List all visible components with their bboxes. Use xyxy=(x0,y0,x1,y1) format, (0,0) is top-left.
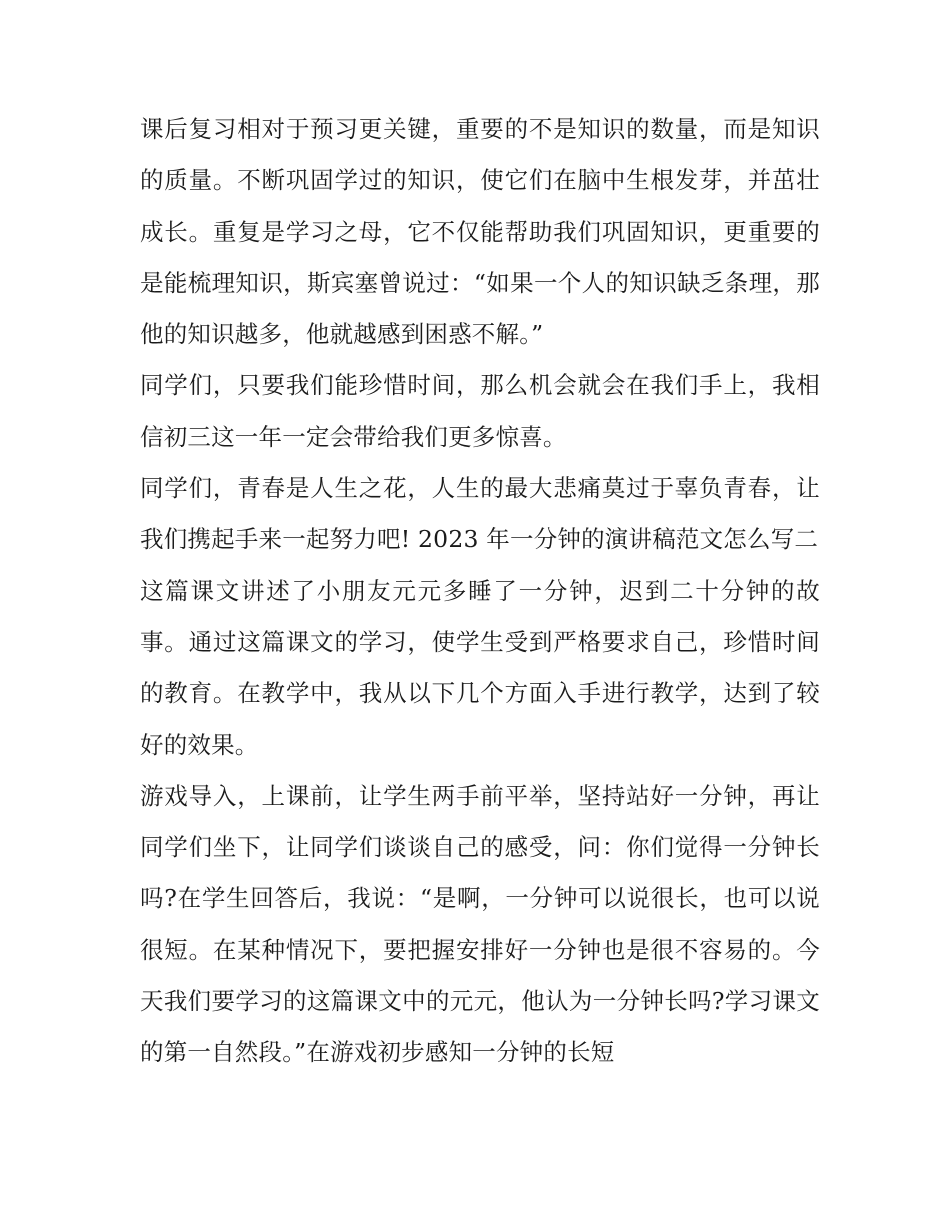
paragraph-lesson-summary: 这篇课文讲述了小朋友元元多睡了一分钟，迟到二十分钟的故事。通过这篇课文的学习，使学生受到严格要求自己，珍惜时间的教育。在教学中，我从以下几个方面入手进行教学，达到了较好的效果。 xyxy=(140,576,820,759)
paragraph-game-intro: 游戏导入，上课前，让学生两手前平举，坚持站好一分钟，再让同学们坐下，让同学们谈谈自己的感受，问：你们觉得一分钟长吗?在学生回答后，我说：“是啊，一分钟可以说很长，也可以说很短。在某种情况下，要把握安排好一分钟也是很不容易的。今天我们要学习的这篇课文中的元元，他认为一分钟长吗?学习课文的第一自然段。”在游戏初步感知一分钟的长短 xyxy=(140,781,820,1067)
paragraph-cherish-time: 同学们，只要我们能珍惜时间，那么机会就会在我们手上，我相信初三这一年一定会带给我们更多惊喜。 xyxy=(140,371,820,451)
paragraph-youth: 同学们，青春是人生之花，人生的最大悲痛莫过于辜负青春，让我们携起手来一起努力吧! 2023 年一分钟的演讲稿范文怎么写二 xyxy=(140,474,820,554)
document-body xyxy=(140,104,820,1079)
paragraph-review: 课后复习相对于预习更关键，重要的不是知识的数量，而是知识的质量。不断巩固学过的知识，使它们在脑中生根发芽，并茁壮成长。重复是学习之母，它不仅能帮助我们巩固知识，更重要的是能梳理知识，斯宾塞曾说过：“如果一个人的知识缺乏条理，那他的知识越多，他就越感到困惑不解。” xyxy=(140,115,820,349)
